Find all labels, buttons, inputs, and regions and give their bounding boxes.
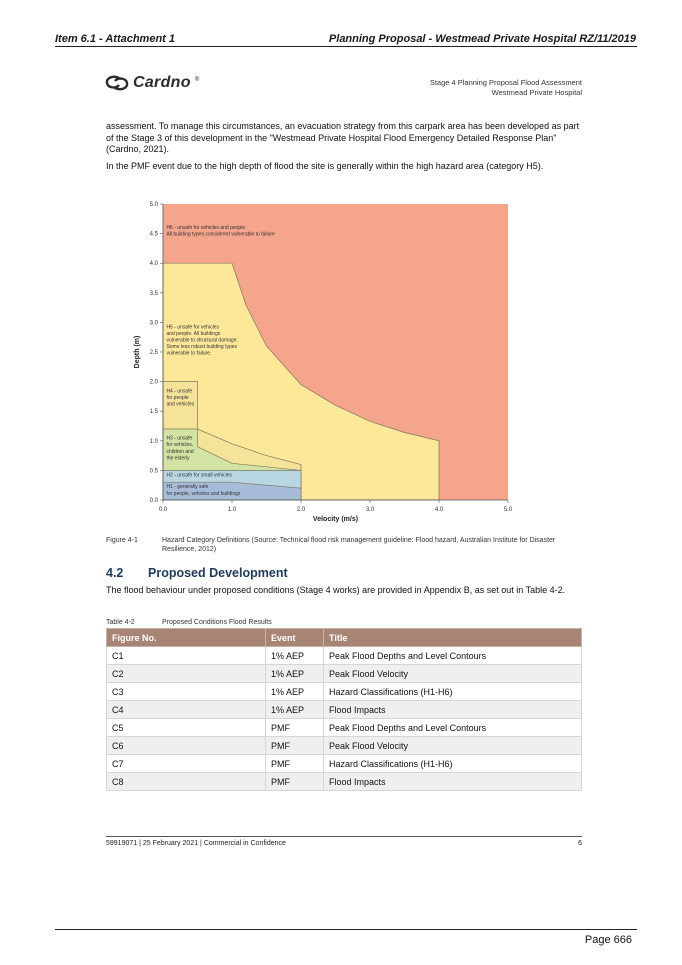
region-label-h5: H5 - unsafe for vehicles <box>166 324 219 331</box>
footer-rule <box>106 836 582 837</box>
figure-label: Figure 4-1 <box>106 537 138 544</box>
cell-title: Hazard Classifications (H1-H6) <box>324 683 582 701</box>
paragraph-proposed: The flood behaviour under proposed conditions (Stage 4 works) are provided in Appendix B, as set out in Table 4-2. <box>106 585 566 595</box>
cell-title: Hazard Classifications (H1-H6) <box>324 755 582 773</box>
table-caption: Proposed Conditions Flood Results <box>162 619 272 626</box>
results-table <box>106 628 582 791</box>
x-tick-label: 5.0 <box>503 507 513 513</box>
bottom-rule <box>55 929 637 930</box>
table-row <box>107 665 582 683</box>
region-label-h5: Some less robust building types <box>166 344 238 351</box>
y-tick-label: 5.0 <box>149 202 158 208</box>
cell-event: PMF <box>266 719 324 737</box>
region-label-h6: All building types considered vulnerable to failure <box>166 231 275 238</box>
region-label-h5: vulnerable to failure. <box>166 350 212 357</box>
cell-figure: C3 <box>107 683 266 701</box>
table-row <box>107 755 582 773</box>
cell-figure: C8 <box>107 773 266 791</box>
cardno-swirl-icon <box>105 75 129 91</box>
x-tick-label: 2.0 <box>296 507 306 513</box>
cell-figure: C6 <box>107 737 266 755</box>
document-title: Planning Proposal - Westmead Private Hospital RZ/11/2019 <box>328 33 636 45</box>
cell-event: PMF <box>266 773 324 791</box>
cell-figure: C2 <box>107 665 266 683</box>
y-tick-label: 1.5 <box>149 409 158 416</box>
cell-title: Peak Flood Depths and Level Contours <box>324 719 582 737</box>
cell-event: 1% AEP <box>266 647 324 665</box>
cell-title: Peak Flood Velocity <box>324 737 582 755</box>
cell-figure: C4 <box>107 701 266 719</box>
paragraph-evacuation: assessment. To manage this circumstances, an evacuation strategy from this carpark area has been developed as part of the Stage 3 of this development in the "Westmead Private Hospital Flood Emergency Detailed Response Plan" (Cardno, 2021). <box>106 121 580 154</box>
cell-event: PMF <box>266 737 324 755</box>
table-label: Table 4-2 <box>106 619 135 626</box>
region-label-h1: for people, vehicles and buildings <box>166 490 241 497</box>
table-row <box>107 737 582 755</box>
report-title-line1: Stage 4 Planning Proposal Flood Assessment <box>429 78 582 87</box>
region-label-h5: and people. All buildings <box>166 330 221 337</box>
y-tick-label: 1.0 <box>149 438 158 445</box>
attachment-label: Item 6.1 - Attachment 1 <box>55 33 176 45</box>
cell-event: 1% AEP <box>266 683 324 701</box>
report-title <box>430 78 582 98</box>
region-label-h3: the elderly <box>166 455 190 462</box>
x-tick-label: 3.0 <box>365 507 375 513</box>
section-number: 4.2 <box>106 566 124 580</box>
region-label-h4: and vehicles <box>166 401 195 408</box>
cell-figure: C7 <box>107 755 266 773</box>
registered-mark: ® <box>194 77 200 83</box>
footer-page-number: 6 <box>578 840 582 847</box>
table-row <box>107 773 582 791</box>
cardno-wordmark: Cardno <box>133 74 191 91</box>
cell-title: Peak Flood Velocity <box>324 665 582 683</box>
x-tick-label: 4.0 <box>434 507 444 513</box>
footer-text: 59919071 | 25 February 2021 | Commercial in Confidence <box>106 840 286 847</box>
table-header-row <box>107 629 582 647</box>
table-row <box>107 701 582 719</box>
y-tick-label: 2.5 <box>149 350 158 356</box>
region-label-h5: vulnerable to structural damage. <box>166 337 238 344</box>
figure-caption: Hazard Category Definitions (Source: Technical flood risk management guideline: Flood hazard, Australian Institute for Disaster Resilience, 2012) <box>162 537 556 553</box>
cell-figure: C5 <box>107 719 266 737</box>
cell-event: 1% AEP <box>266 701 324 719</box>
region-label-h4: for people <box>166 394 189 401</box>
x-tick-label: 1.0 <box>227 507 237 513</box>
table-row <box>107 683 582 701</box>
col-header-title: Title <box>324 629 582 647</box>
y-axis-label: Depth (m) <box>134 335 141 369</box>
y-tick-label: 2.0 <box>149 379 158 386</box>
x-axis-label: Velocity (m/s) <box>312 516 359 523</box>
cell-title: Peak Flood Depths and Level Contours <box>324 647 582 665</box>
region-label-h4: H4 - unsafe <box>166 388 193 395</box>
x-tick-label: 0.0 <box>158 507 168 513</box>
y-tick-label: 0.5 <box>149 468 158 475</box>
table-row <box>107 647 582 665</box>
y-tick-label: 4.5 <box>149 231 158 238</box>
cardno-logo <box>105 74 199 92</box>
cell-event: 1% AEP <box>266 665 324 683</box>
table-row <box>107 719 582 737</box>
y-tick-label: 3.0 <box>149 320 158 327</box>
col-header-figure: Figure No. <box>107 629 266 647</box>
region-label-h6: H6 - unsafe for vehicles and people. <box>166 224 247 231</box>
cell-title: Flood Impacts <box>324 701 582 719</box>
col-header-event: Event <box>266 629 324 647</box>
y-tick-label: 4.0 <box>149 261 158 268</box>
section-title: Proposed Development <box>148 566 288 580</box>
report-title-line2: Westmead Private Hospital <box>491 88 582 97</box>
y-tick-label: 0.0 <box>149 498 158 504</box>
cell-figure: C1 <box>107 647 266 665</box>
region-label-h2: H2 - unsafe for small vehicles <box>166 472 233 479</box>
region-label-h3: H3 - unsafe <box>166 435 193 442</box>
cell-event: PMF <box>266 755 324 773</box>
region-label-h1: H1 - generally safe <box>166 484 209 491</box>
region-label-h3: for vehicles, <box>166 442 194 449</box>
cell-title: Flood Impacts <box>324 773 582 791</box>
y-tick-label: 3.5 <box>149 290 158 297</box>
hazard-chart <box>128 198 528 528</box>
paragraph-pmf: In the PMF event due to the high depth of flood the site is generally within the high hazard area (category H5). <box>106 161 544 171</box>
page-number: Page 666 <box>584 934 632 946</box>
region-label-h3: children and <box>166 448 194 455</box>
header-rule <box>55 46 637 47</box>
